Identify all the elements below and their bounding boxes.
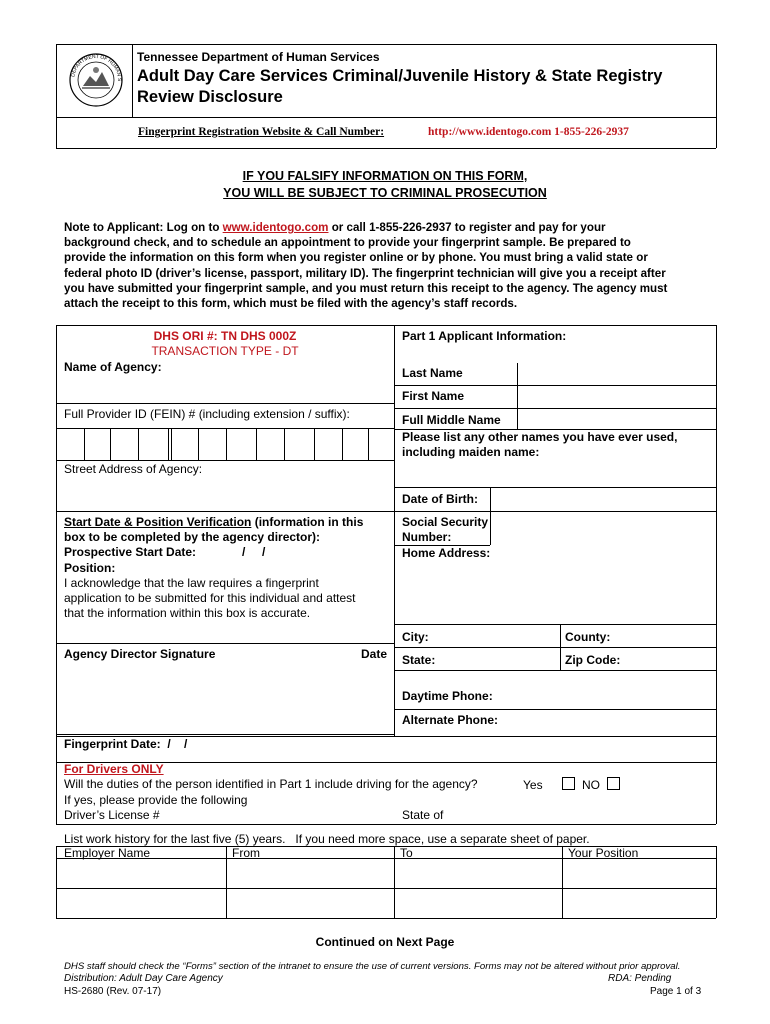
- part1-heading: Part 1 Applicant Information:: [402, 329, 567, 343]
- department-name: Tennessee Department of Human Services: [137, 50, 380, 64]
- dob-label: Date of Birth:: [402, 492, 478, 506]
- zip-label: Zip Code:: [565, 653, 621, 667]
- daytime-phone-label: Daytime Phone:: [402, 689, 493, 703]
- alternate-phone-label: Alternate Phone:: [402, 713, 499, 727]
- website-label: Fingerprint Registration Website & Call Number:: [138, 126, 385, 138]
- fingerprint-date-label: Fingerprint Date: / /: [64, 737, 188, 751]
- state-of-label: State of: [402, 808, 444, 822]
- county-label: County:: [565, 630, 611, 644]
- continued-next-page: Continued on Next Page: [315, 935, 455, 949]
- header-left-border: [56, 44, 57, 148]
- agency-name-label: Name of Agency:: [64, 360, 162, 374]
- other-names-label: Please list any other names you have ever used, including maiden name:: [402, 430, 678, 459]
- form-number: HS-2680 (Rev. 07-17): [64, 986, 162, 997]
- page-number: Page 1 of 3: [650, 986, 702, 997]
- grid-center-divider: [394, 325, 395, 736]
- drivers-yes-option[interactable]: Yes: [523, 777, 575, 792]
- header-mid-rule: [56, 117, 716, 118]
- svg-text:DEPARTMENT OF HUMAN SERVICES: DEPARTMENT OF HUMAN S: [70, 53, 123, 82]
- work-history-intro: List work history for the last five (5) years. If you need more space, use a separate sheet of paper.: [64, 832, 590, 846]
- start-date-verification: Start Date & Position Verification (information in this box to be completed by the agency director): Prospective Start Date: / / Position: I acknowledge that the law requires a fingerprint application to be submitted for this individual and attest that the information within this box is accurate.: [64, 515, 364, 621]
- drivers-if-yes: If yes, please provide the following: [64, 793, 248, 807]
- director-date-label: Date: [361, 647, 388, 661]
- falsify-warning: IF YOU FALSIFY INFORMATION ON THIS FORM, YOU WILL BE SUBJECT TO CRIMINAL PROSECUTION: [223, 169, 547, 200]
- home-address-label: Home Address:: [402, 546, 491, 560]
- middle-name-label: Full Middle Name: [402, 413, 501, 427]
- drivers-no-option[interactable]: NO: [582, 777, 620, 792]
- header-top-rule: [56, 44, 716, 45]
- form-title: Adult Day Care Services Criminal/Juvenile History & State Registry Review Disclosure: [137, 67, 663, 106]
- staff-note: DHS staff should check the “Forms” section of the intranet to ensure the use of current versions. Forms may not be altered without prior approval.: [64, 961, 681, 972]
- grid-right-border: [716, 325, 717, 762]
- rda-status: RDA: Pending: [608, 973, 672, 984]
- first-name-label: First Name: [402, 389, 465, 403]
- grid-top: [56, 325, 716, 326]
- grid-left-border: [56, 325, 57, 762]
- website-link[interactable]: http://www.identogo.com 1-855-226-2937: [428, 126, 629, 138]
- no-checkbox[interactable]: [607, 777, 620, 790]
- tennessee-seal-icon: [68, 52, 124, 108]
- header-right-border: [716, 44, 717, 148]
- street-address-label: Street Address of Agency:: [64, 462, 203, 476]
- col-your-position: Your Position: [568, 846, 639, 860]
- header-bottom-rule: [56, 148, 716, 149]
- director-signature-label: Agency Director Signature: [64, 647, 216, 661]
- drivers-question: Will the duties of the person identified in Part 1 include driving for the agency?: [64, 777, 478, 791]
- distribution: Distribution: Adult Day Care Agency: [64, 973, 223, 984]
- ori-block: DHS ORI #: TN DHS 000Z TRANSACTION TYPE - DT: [151, 329, 299, 358]
- col-employer-name: Employer Name: [64, 846, 151, 860]
- city-label: City:: [402, 630, 429, 644]
- ssn-label: Social Security Number:: [402, 515, 489, 544]
- state-label: State:: [402, 653, 436, 667]
- last-name-label: Last Name: [402, 366, 463, 380]
- drivers-license-label: Driver’s License #: [64, 808, 160, 822]
- provider-id-label: Full Provider ID (FEIN) # (including extension / suffix):: [64, 407, 350, 421]
- yes-checkbox[interactable]: [562, 777, 575, 790]
- col-from: From: [232, 846, 260, 860]
- header-seal-divider: [132, 44, 133, 117]
- note-to-applicant: Note to Applicant: Log on to www.identogo.com or call 1-855-226-2937 to register and pay for your background check, and to schedule an appointment to provide your fingerprint sample. Be prepared to provide the information on this form when you register online or by phone. You must bring a valid state or federal photo ID (driver’s license, passport, military ID). The fingerprint technician will give you a receipt after you have submitted your fingerprint sample, and you must return this receipt to the agency. The agency must attach the receipt to this form, which must be filed with the agency’s staff records.: [64, 221, 668, 311]
- drivers-heading: For Drivers ONLY: [64, 762, 164, 776]
- identogo-link[interactable]: www.identogo.com: [222, 221, 329, 234]
- col-to: To: [400, 846, 413, 860]
